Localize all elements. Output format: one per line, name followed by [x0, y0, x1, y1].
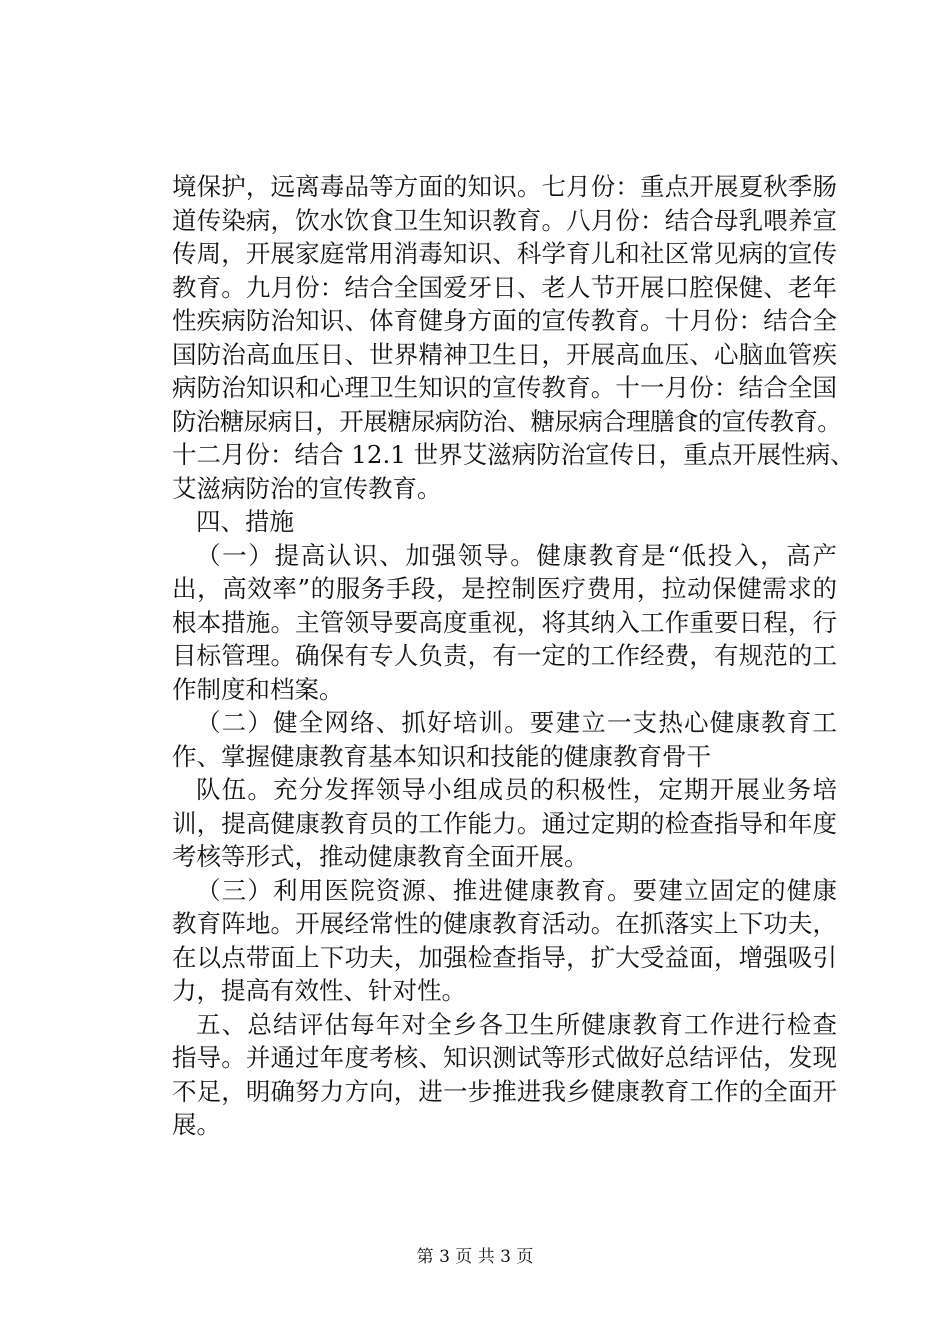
text-line: 防治糖尿病日，开展糖尿病防治、糖尿病合理膳食的宣传教育。: [172, 406, 842, 436]
text-line: （二）健全网络、抓好培训。要建立一支热心健康教育工: [196, 708, 837, 737]
text-line: 队伍。充分发挥领导小组成员的积极性，定期开展业务培: [196, 775, 837, 804]
page-number-footer: 第 3 页 共 3 页: [416, 1247, 534, 1267]
text-line: 作制度和档案。: [172, 674, 344, 704]
text-line: 传周，开展家庭常用消毒知识、科学育儿和社区常见病的宣传: [172, 239, 837, 268]
text-line: 出，高效率”的服务手段，是控制医疗费用，拉动保健需求的: [172, 574, 837, 603]
text-line: 作、掌握健康教育基本知识和技能的健康教育骨干: [172, 741, 711, 771]
text-line: 在以点带面上下功夫，加强检查指导，扩大受益面，增强吸引: [172, 942, 837, 972]
text-line: 十二月份：结合 12.1 世界艾滋病防治宣传日，重点开展性病、: [172, 440, 855, 469]
text-line: （三）利用医院资源、推进健康教育。要建立固定的健康: [196, 875, 837, 905]
text-line: 力，提高有效性、针对性。: [172, 976, 466, 1005]
text-line: 根本措施。主管领导要高度重视，将其纳入工作重要日程，行: [172, 607, 837, 637]
text-line: 性疾病防治知识、体育健身方面的宣传教育。十月份：结合全: [172, 306, 837, 335]
text-line: 考核等形式，推动健康教育全面开展。: [172, 842, 589, 871]
text-line: 道传染病，饮水饮食卫生知识教育。八月份：结合母乳喂养宣: [172, 205, 837, 235]
document-body: [172, 170, 855, 1142]
text-line: 展。: [172, 1110, 221, 1139]
text-line: 指导。并通过年度考核、知识测试等形式做好总结评估，发现: [172, 1043, 837, 1072]
text-line: 教育阵地。开展经常性的健康教育活动。在抓落实上下功夫，: [172, 909, 837, 938]
text-line: 五、总结评估每年对全乡各卫生所健康教育工作进行检查: [196, 1009, 837, 1039]
text-line: 不足，明确努力方向，进一步推进我乡健康教育工作的全面开: [172, 1076, 837, 1106]
text-line: 病防治知识和心理卫生知识的宣传教育。十一月份：结合全国: [172, 373, 837, 402]
text-line: 境保护，远离毒品等方面的知识。七月份：重点开展夏秋季肠: [172, 172, 837, 201]
text-line: 训，提高健康教育员的工作能力。通过定期的检查指导和年度: [172, 808, 837, 838]
text-line: （一）提高认识、加强领导。健康教育是“低投入，高产: [196, 540, 837, 570]
text-line: 目标管理。确保有专人负责，有一定的工作经费，有规范的工: [172, 641, 837, 670]
text-line: 教育。九月份：结合全国爱牙日、老人节开展口腔保健、老年: [172, 272, 837, 302]
text-line: 国防治高血压日、世界精神卫生日，开展高血压、心脑血管疾: [172, 339, 837, 369]
text-line: 艾滋病防治的宣传教育。: [172, 473, 442, 503]
section-heading: 四、措施: [196, 507, 294, 536]
